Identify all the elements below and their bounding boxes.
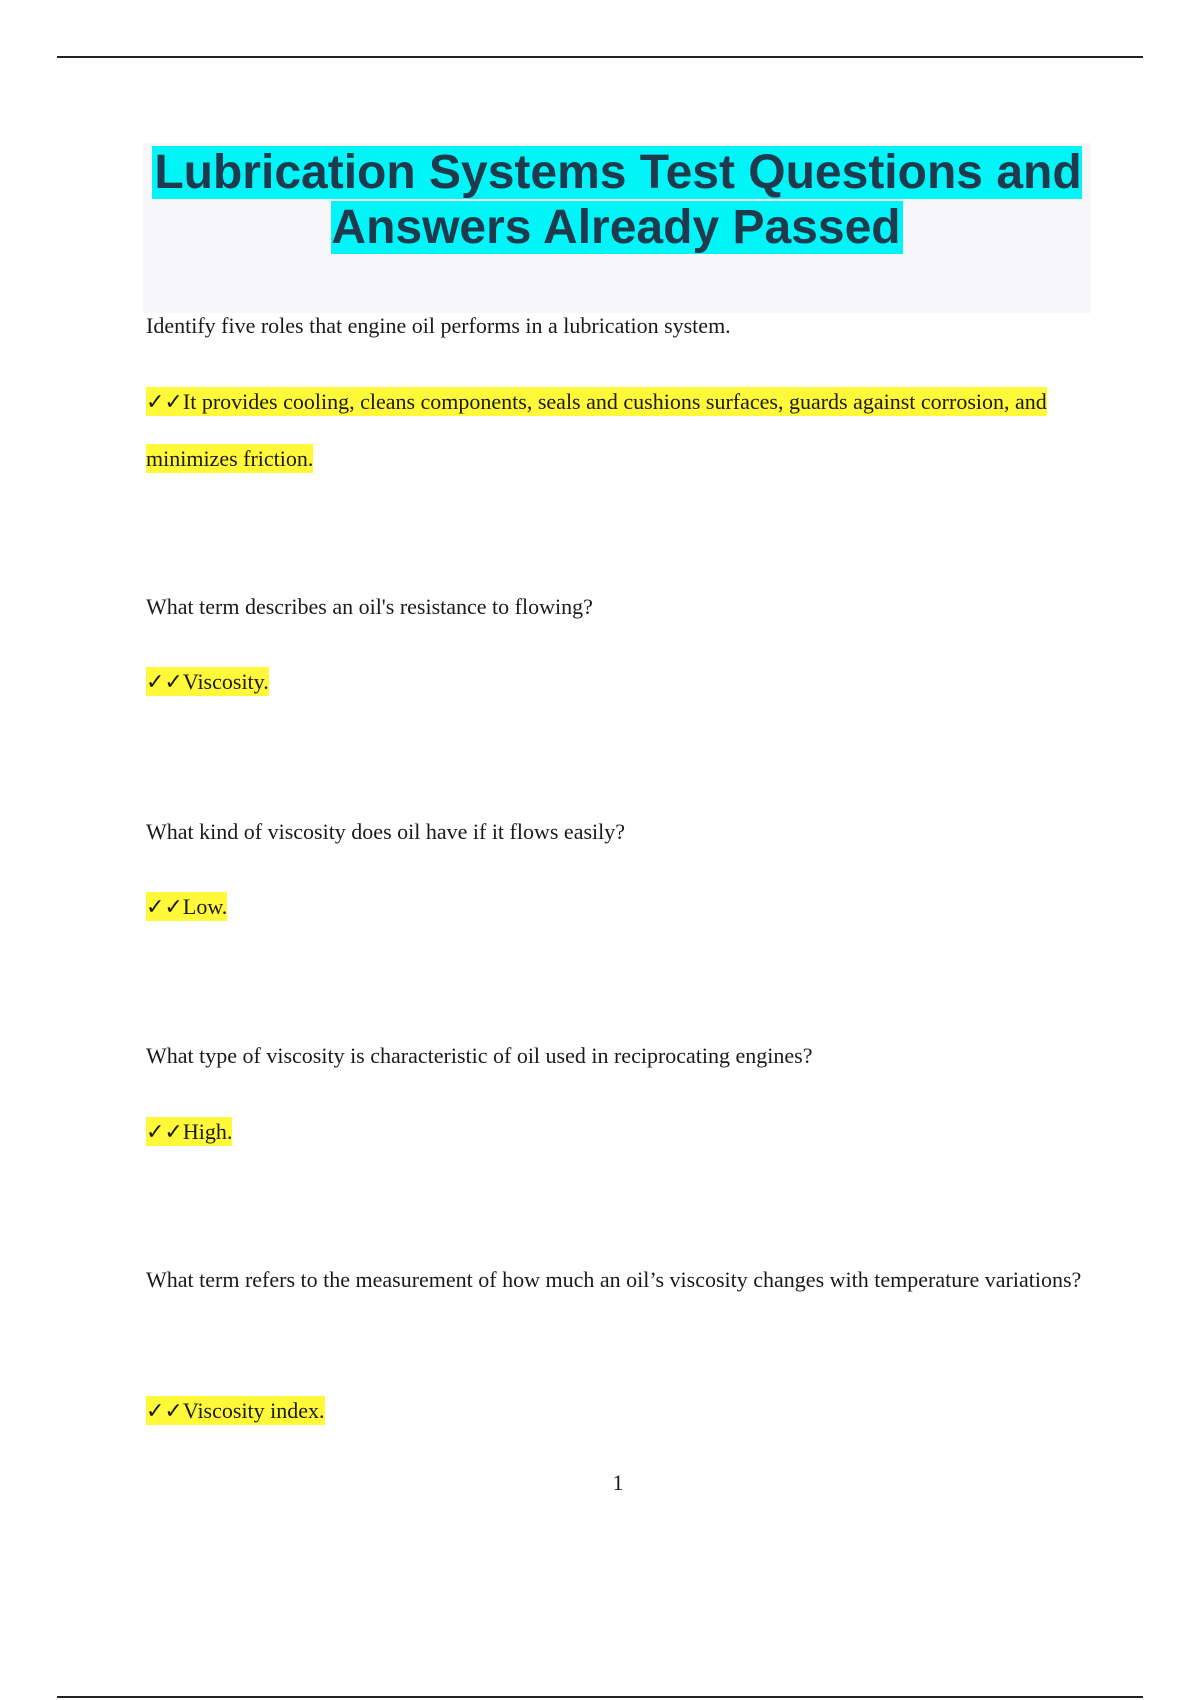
question-4: What type of viscosity is characteristic of oil used in reciprocating engines? — [146, 1043, 813, 1068]
answer-highlight — [146, 667, 269, 696]
check-marks: ✓✓ — [146, 1119, 183, 1144]
bottom-rule — [57, 1696, 1143, 1698]
answer-text: It provides cooling, cleans components, seals and cushions surfaces, guards against corrosion, and minimizes friction. — [146, 389, 1047, 471]
answer-highlight — [146, 1117, 232, 1146]
answer-text: Low. — [182, 894, 228, 919]
check-marks: ✓✓ — [146, 389, 183, 414]
title-block — [143, 143, 1091, 313]
question-3: What kind of viscosity does oil have if it flows easily? — [146, 819, 626, 844]
answer-1 — [146, 373, 1086, 487]
page-number: 1 — [612, 1470, 624, 1495]
question-5: What term refers to the measurement of how much an oil’s viscosity changes with temperature variations? — [146, 1267, 1082, 1292]
title-highlight: Lubrication Systems Test Questions and Answers Already Passed — [154, 146, 1082, 254]
question-2: What term describes an oil's resistance to flowing? — [146, 594, 593, 619]
answer-highlight — [146, 387, 1047, 473]
top-rule — [57, 56, 1143, 58]
answer-2 — [146, 653, 1086, 710]
answer-4 — [146, 1103, 1086, 1160]
check-marks: ✓✓ — [146, 1398, 183, 1423]
document-title — [143, 143, 1091, 255]
check-marks: ✓✓ — [146, 894, 183, 919]
answer-highlight — [146, 892, 227, 921]
answer-3 — [146, 878, 1086, 935]
answer-highlight — [146, 1396, 325, 1425]
answer-text: High. — [182, 1119, 233, 1144]
answer-text: Viscosity. — [182, 669, 269, 694]
question-1: Identify five roles that engine oil performs in a lubrication system. — [146, 313, 731, 338]
answer-5 — [146, 1382, 1086, 1439]
check-marks: ✓✓ — [146, 669, 183, 694]
answer-text: Viscosity index. — [182, 1398, 325, 1423]
